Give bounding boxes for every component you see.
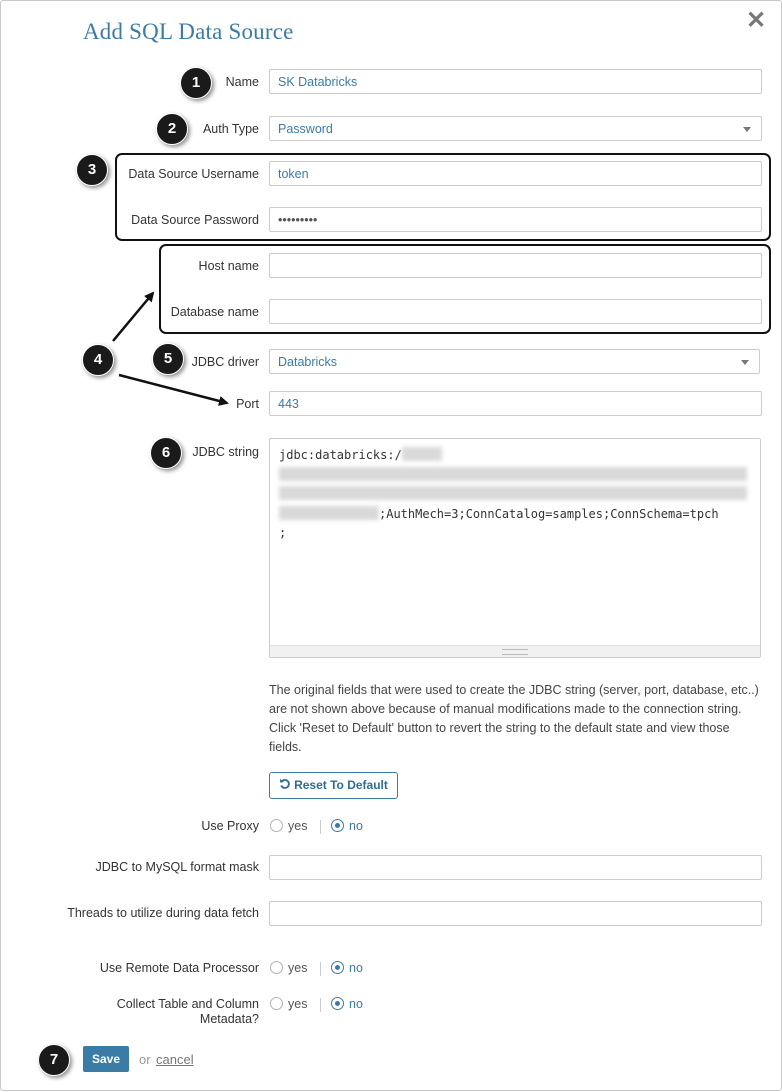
port-label: Port — [236, 397, 259, 411]
port-input[interactable]: 443 — [269, 391, 762, 416]
or-text: or — [139, 1052, 151, 1067]
callout-arrows — [1, 1, 782, 1092]
database-name-label: Database name — [170, 305, 259, 319]
username-label: Data Source Username — [128, 167, 259, 181]
auth-type-select[interactable]: Password — [269, 116, 762, 141]
jdbc-string-label: JDBC string — [192, 445, 259, 459]
dialog-title: Add SQL Data Source — [83, 19, 294, 44]
no-text: no — [349, 819, 363, 833]
jdbc-suffix: ;AuthMech=3;ConnCatalog=samples;ConnSchema=tpch — [379, 506, 719, 521]
yes-text: yes — [288, 819, 308, 833]
host-name-label: Host name — [198, 259, 259, 273]
yes-text: yes — [288, 961, 308, 975]
use-proxy-label: Use Proxy — [201, 819, 259, 833]
arrow-to-port — [119, 375, 227, 403]
collect-metadata-label: Collect Table and Column Metadata? — [116, 997, 259, 1026]
arrow-to-host-box — [113, 293, 153, 341]
name-input[interactable]: SK Databricks — [269, 69, 762, 94]
callout-badge-1: 1 — [180, 67, 212, 99]
name-label: Name — [225, 75, 259, 89]
jdbc-driver-label: JDBC driver — [191, 355, 259, 369]
yes-text: yes — [288, 997, 308, 1011]
jdbc-tail: ; — [279, 526, 287, 540]
callout-badge-3: 3 — [76, 154, 108, 186]
cancel-link[interactable]: cancel — [156, 1052, 194, 1067]
username-input[interactable]: token — [269, 161, 762, 186]
jdbc-mask-label: JDBC to MySQL format mask — [95, 860, 259, 874]
callout-badge-6: 6 — [150, 437, 182, 469]
jdbc-driver-select[interactable]: Databricks — [269, 349, 760, 374]
jdbc-prefix: jdbc:databricks:/ — [279, 448, 402, 462]
save-button[interactable]: Save — [83, 1046, 129, 1072]
threads-label: Threads to utilize during data fetch — [67, 906, 259, 920]
auth-type-label: Auth Type — [202, 122, 259, 136]
no-text: no — [349, 961, 363, 975]
callout-badge-5: 5 — [152, 343, 184, 375]
callout-badge-7: 7 — [38, 1044, 70, 1076]
jdbc-help-text: The original fields that were used to create the JDBC string (server, port, database, etc..) are not shown above because of manual modifications made to the connection string. Click 'Reset to Default' button to revert the string to the default state and view those fields. — [269, 683, 759, 754]
no-text: no — [349, 997, 363, 1011]
callout-badge-4: 4 — [82, 344, 114, 376]
password-input[interactable]: ••••••••• — [269, 207, 762, 232]
password-label: Data Source Password — [131, 213, 259, 227]
callout-badge-2: 2 — [156, 113, 188, 145]
close-icon[interactable]: ✕ — [746, 7, 767, 34]
reset-label: Reset To Default — [294, 778, 388, 792]
remote-processor-label: Use Remote Data Processor — [99, 961, 259, 975]
